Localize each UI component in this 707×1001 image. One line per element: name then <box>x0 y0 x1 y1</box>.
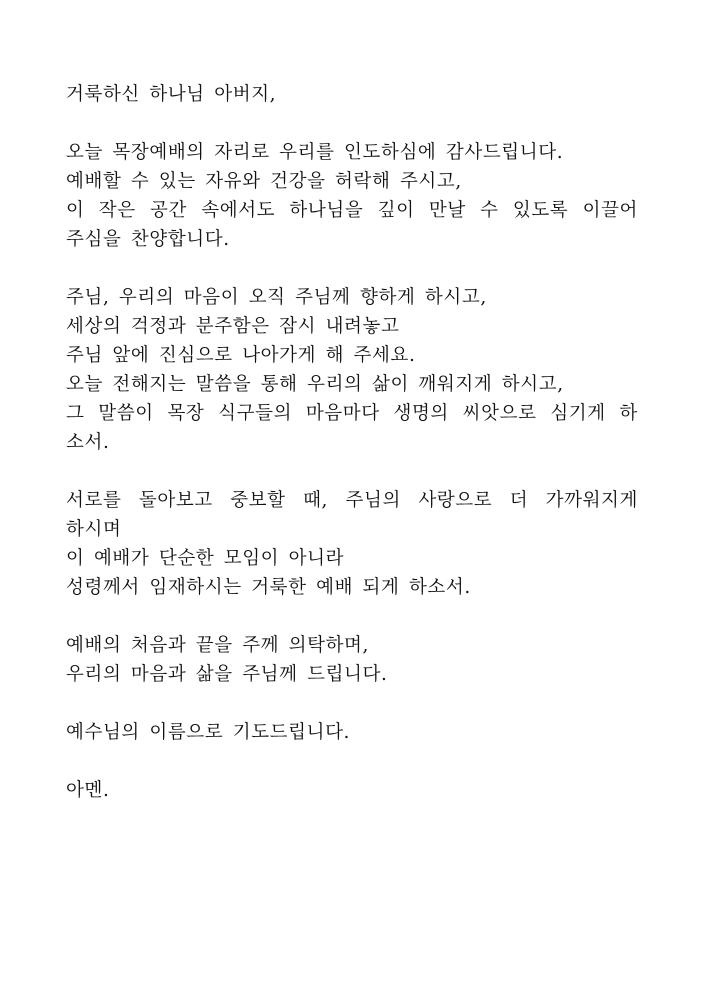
paragraph-amen <box>66 776 638 805</box>
text-line: 예배의 처음과 끝을 주께 의탁하며, <box>66 635 369 656</box>
text-line: 예배할 수 있는 자유와 건강을 허락해 주시고, <box>66 171 462 192</box>
text-line: 하시며 <box>66 519 122 540</box>
text-line: 이 예배가 단순한 모임이 아니라 <box>66 548 345 569</box>
text-line: 서로를 돌아보고 중보할 때, 주님의 사랑으로 더 가까워지게 <box>66 490 638 511</box>
text-line: 오늘 전해지는 말씀을 통해 우리의 삶이 깨워지게 하시고, <box>66 374 564 395</box>
document-page <box>66 80 638 834</box>
text-line: 오늘 목장예배의 자리로 우리를 인도하심에 감사드립니다. <box>66 142 564 163</box>
text-line: 성령께서 임재하시는 거룩한 예배 되게 하소서. <box>66 577 471 598</box>
text-line: 우리의 마음과 삶을 주님께 드립니다. <box>66 664 388 685</box>
paragraph-closing <box>66 718 638 747</box>
paragraph-fellowship <box>66 486 638 602</box>
text-line: 주님, 우리의 마음이 오직 주님께 향하게 하시고, <box>66 287 487 308</box>
text-line: 예수님의 이름으로 기도드립니다. <box>66 722 351 743</box>
paragraph-invocation <box>66 80 638 109</box>
text-line: 주심을 찬양합니다. <box>66 229 230 250</box>
text-line: 그 말씀이 목장 식구들의 마음마다 생명의 씨앗으로 심기게 하 <box>66 403 638 424</box>
text-line: 소서. <box>66 432 110 453</box>
paragraph-thanksgiving <box>66 138 638 254</box>
text-line: 주님 앞에 진심으로 나아가게 해 주세요. <box>66 345 416 366</box>
paragraph-entrusting <box>66 631 638 689</box>
text-line: 거룩하신 하나님 아버지, <box>66 84 277 105</box>
text-line: 세상의 걱정과 분주함은 잠시 내려놓고 <box>66 316 400 337</box>
text-line: 아멘. <box>66 780 110 801</box>
paragraph-petition <box>66 283 638 457</box>
text-line: 이 작은 공간 속에서도 하나님을 깊이 만날 수 있도록 이끌어 <box>66 200 638 221</box>
